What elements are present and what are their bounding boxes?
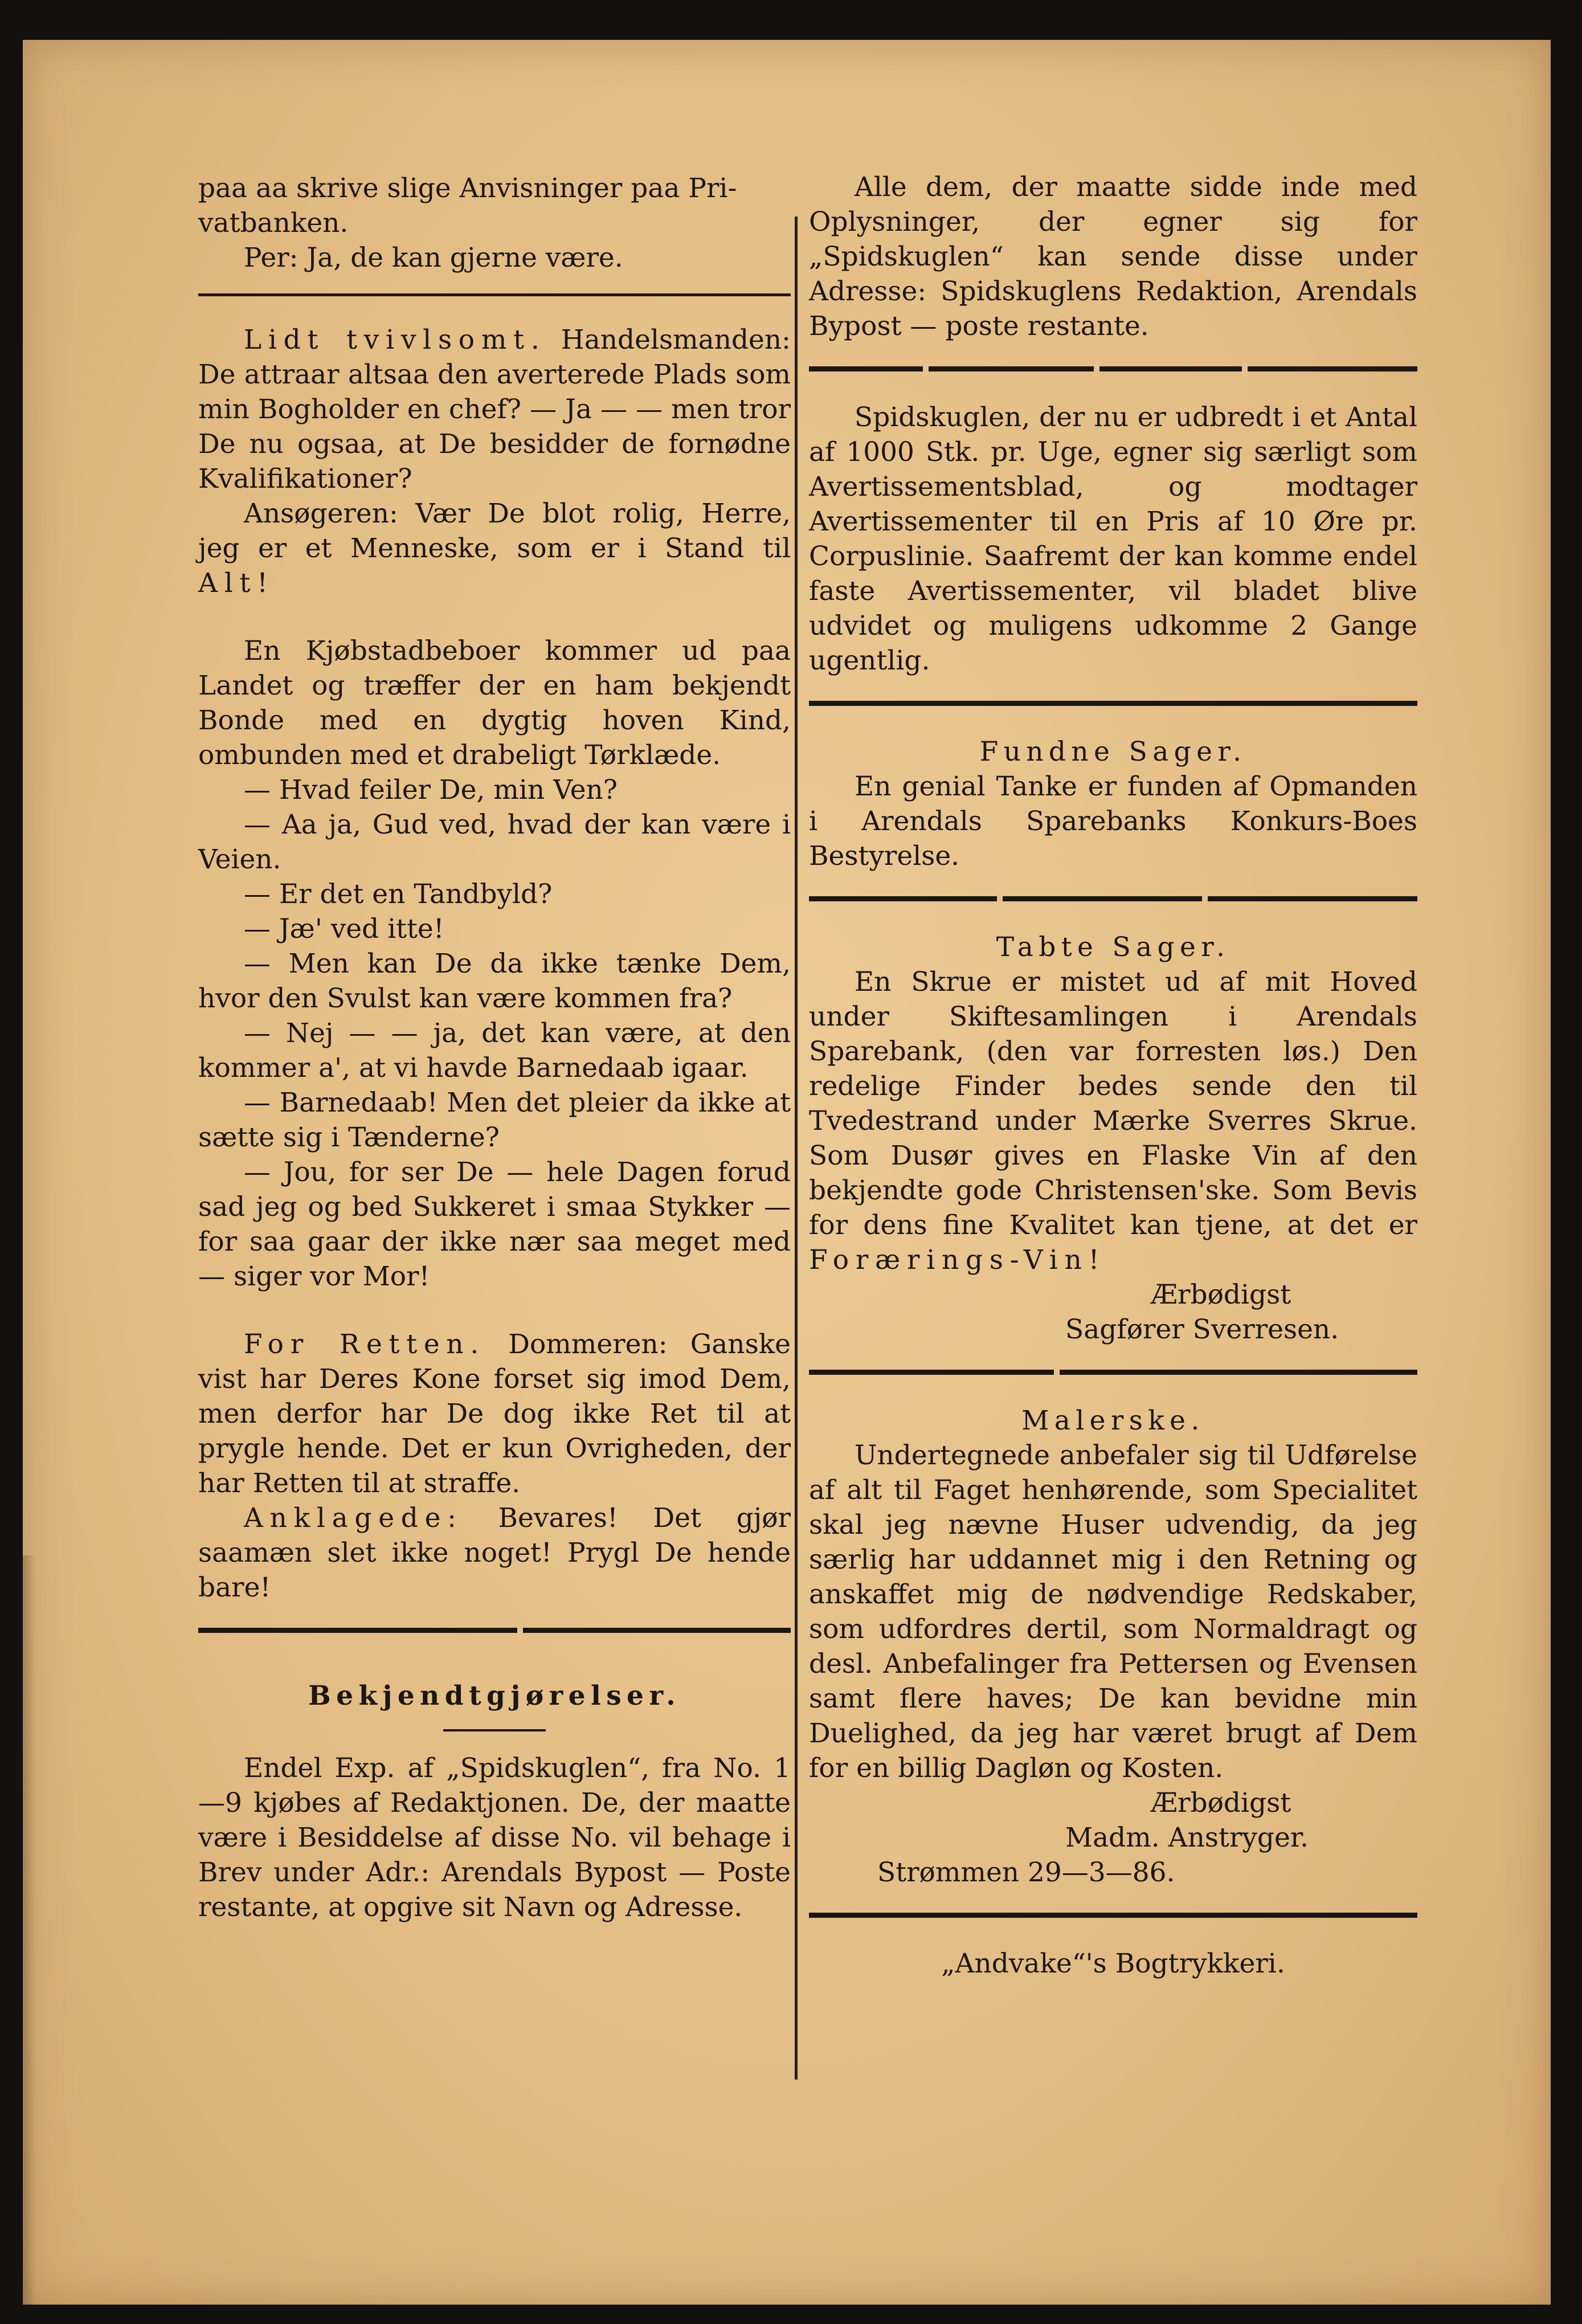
right-column xyxy=(809,170,1417,1981)
spacer xyxy=(198,601,791,634)
tvivl-reply-label: Ansøgeren: xyxy=(243,498,398,529)
rule-break xyxy=(997,893,1003,906)
dialogue-line: — Aa ja, Gud ved, hvad der kan være i Veien. xyxy=(198,809,791,875)
section-rule-bar xyxy=(809,1370,1417,1375)
double-rule xyxy=(198,1628,791,1633)
dialogue-line: — Nej — — ja, det kan være, at den kommer a', at vi havde Barnedaab igaar. xyxy=(198,1018,791,1084)
page-fold-shadow xyxy=(23,1555,35,2305)
tvivl-section xyxy=(198,322,791,496)
fundne-title: Fundne Sager. xyxy=(979,736,1247,767)
tvivl-body: Handelsmanden: De attraar altsaa den averterede Plads som min Bogholder en chef? — Ja — — men tror De nu ogsaa, at De besidder de fornødne Kvalifikationer? xyxy=(198,324,791,495)
section-rule-bar xyxy=(809,1913,1417,1918)
tvivl-alt: Alt! xyxy=(198,567,275,599)
rule-break xyxy=(517,1624,523,1638)
dialogue-line: — Jæ' ved itte! xyxy=(243,913,444,945)
tvivl-reply-text: Vær De blot rolig, Herre, jeg er et Menneske, som er i Stand til xyxy=(198,498,791,564)
retten-reply xyxy=(198,1501,791,1605)
spacer xyxy=(198,1294,791,1327)
tabte-end: Forærings-Vin! xyxy=(809,1244,1106,1276)
printer-credit: „Andvake“'s Bogtrykkeri. xyxy=(941,1948,1285,1979)
intro-reply: Per: Ja, de kan gjerne være. xyxy=(243,242,623,273)
dialogue-line: — Er det en Tandbyld? xyxy=(243,879,553,910)
rule-break xyxy=(1242,363,1248,377)
section-rule-bar xyxy=(809,366,1417,371)
right-intro: Alle dem, der maatte sidde inde med Oplysninger, der egner sig for „Spidskuglen“ kan sende disse under Adresse: Spidskuglens Redaktion, Arendals Bypost — poste restante. xyxy=(809,171,1417,342)
rule-break xyxy=(1094,363,1099,377)
bekj-body: Endel Exp. af „Spidskuglen“, fra No. 1—9 kjøbes af Redaktjonen. De, der maatte være i Besiddelse af disse No. vil behage i Brev under Adr.: Arendals Bypost — Poste restante, at opgive sit Navn og Adresse. xyxy=(198,1753,791,1923)
tvivl-title: Lidt tvivlsomt. xyxy=(243,324,546,356)
intro-line-1: paa aa skrive slige Anvisninger paa Pri- xyxy=(198,173,737,204)
story-intro: En Kjøbstadbeboer kommer ud paa Landet og træffer der en ham bekjendt Bonde med en dygtig hoven Kind, ombunden med et drabeligt Tørklæde. xyxy=(198,635,791,771)
maler-title: Malerske. xyxy=(1021,1405,1205,1436)
rule-break xyxy=(923,363,929,377)
intro-line-2: vatbanken. xyxy=(198,207,349,239)
maler-signature-name: Madm. Anstryger. xyxy=(1065,1822,1309,1853)
section-rule-bar xyxy=(809,701,1417,706)
section-rule-bar xyxy=(809,896,1417,901)
tabte-body xyxy=(809,965,1417,1277)
retten-reply-label: Anklagede: xyxy=(243,1502,463,1534)
retten-title: For Retten. xyxy=(243,1329,486,1360)
maler-signature-greeting: Ærbødigst xyxy=(1151,1787,1291,1819)
left-column xyxy=(198,171,791,1925)
section-rule xyxy=(198,293,791,296)
maler-body: Undertegnede anbefaler sig til Udførelse af alt til Faget henhørende, som Specialitet skal jeg nævne Huser udvendig, da jeg særlig har uddannet mig i den Retning og anskaffet mig de nødvendige Redskaber, som udfordres dertil, som Normaldragt og desl. Anbefalinger fra Pettersen og Evensen samt flere haves; De kan bevidne min Duelighed, da jeg har været brugt af Dem for en billig Dagløn og Kosten. xyxy=(809,1440,1417,1784)
spacer xyxy=(198,1661,791,1678)
dialogue-line: — Barnedaab! Men det pleier da ikke at sætte sig i Tænderne? xyxy=(198,1087,791,1153)
tabte-signature-name: Sagfører Sverresen. xyxy=(1065,1314,1339,1345)
tabte-text: En Skrue er mistet ud af mit Hoved under Skiftesamlingen i Arendals Sparebank, (den var forresten løs.) Den redelige Finder bedes sende den til Tvedestrand under Mærke Sverres Skrue. Som Dusør gives en Flaske Vin af den bekjendte gode Christensen'ske. Som Bevis for dens fine Kvalitet kan tjene, at det er xyxy=(809,966,1417,1241)
dialogue-line: — Hvad feiler De, min Ven? xyxy=(243,774,618,806)
retten-section xyxy=(198,1327,791,1501)
rule-break xyxy=(1054,1366,1060,1380)
dateline: Strømmen 29—3—86. xyxy=(877,1857,1175,1888)
dialogue-line: — Men kan De da ikke tænke Dem, hvor den Svulst kan være kommen fra? xyxy=(198,948,791,1014)
fundne-body: En genial Tanke er funden af Opmanden i Arendals Sparebanks Konkurs-Boes Bestyrelse. xyxy=(809,771,1417,872)
newspaper-page xyxy=(23,40,1551,2305)
circulation-notice: Spidskuglen, der nu er udbredt i et Antal af 1000 Stk. pr. Uge, egner sig særligt som Avertissementsblad, og modtager Avertissementer til en Pris af 10 Øre pr. Corpuslinie. Saafremt der kan komme endel faste Avertissementer, vil bladet blive udvidet og muligens udkomme 2 Gange ugentlig. xyxy=(809,402,1417,676)
tabte-title: Tabte Sager. xyxy=(996,932,1231,963)
tabte-signature-greeting: Ærbødigst xyxy=(1151,1279,1291,1310)
dialogue-line: — Jou, for ser De — hele Dagen forud sad jeg og bed Sukkeret i smaa Stykker — for saa gaar der ikke nær saa meget med — siger vor Mor! xyxy=(198,1157,791,1292)
bekj-title: Bekjendtgjørelser. xyxy=(308,1680,681,1712)
tvivl-reply xyxy=(198,496,791,601)
title-underline xyxy=(443,1729,546,1731)
retten-reply-text: Bevares! Det gjør saamæn slet ikke noget! Prygl De hende bare! xyxy=(198,1502,791,1603)
rule-break xyxy=(1202,893,1208,906)
column-divider xyxy=(795,217,798,2080)
retten-body: Dommeren: Ganske vist har Deres Kone forset sig imod Dem, men derfor har De dog ikke Ret til at prygle hende. Det er kun Ovrigheden, der har Retten til at straffe. xyxy=(198,1329,791,1499)
